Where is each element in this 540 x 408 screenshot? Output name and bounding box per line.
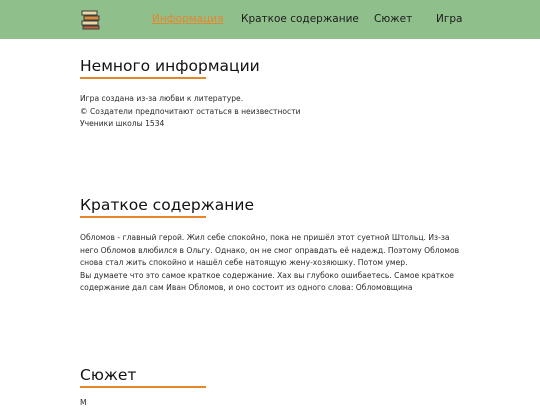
info-paragraph xyxy=(80,93,465,131)
section-title-underline xyxy=(80,77,206,79)
section-title-underline xyxy=(80,386,206,388)
nav-link-game[interactable]: Игра xyxy=(436,13,463,25)
top-navigation-bar xyxy=(0,0,540,39)
info-line: Игра создана из-за любви к литературе. xyxy=(80,94,244,103)
books-stack-icon[interactable] xyxy=(80,8,102,30)
section-title-summary: Краткое содержание xyxy=(80,196,254,214)
summary-line: Вы думаете что это самое краткое содержание. Хах вы глубоко ошибаетесь. Самое краткое содержание дал сам Иван Обломов, и оно состоит из одного слова: Обломовщина xyxy=(80,270,454,292)
info-line: © Создатели предпочитают остаться в неизвестности xyxy=(80,106,301,116)
summary-paragraph xyxy=(80,232,465,295)
summary-line: Обломов - главный герой. Жил себе спокойно, пока не пришёл этот суетной Штольц. Из-за него Обломов влюбился в Ольгу. Однако, он не смог оправдать её надежд. Поэтому Обломов снова стал жить спокойно и нашёл себе натоящую жену-хозяюшку. Потом умер. xyxy=(80,233,460,267)
nav-link-info[interactable]: Информация xyxy=(152,13,224,25)
info-line: Ученики школы 1534 xyxy=(80,119,165,128)
section-title-underline xyxy=(80,216,206,218)
nav-link-summary[interactable]: Краткое содержание xyxy=(241,13,359,25)
section-title-plot: Сюжет xyxy=(80,366,137,384)
section-title-info: Немного информации xyxy=(80,57,260,75)
plot-text-start: М xyxy=(80,398,87,407)
nav-link-plot[interactable]: Сюжет xyxy=(374,13,413,25)
